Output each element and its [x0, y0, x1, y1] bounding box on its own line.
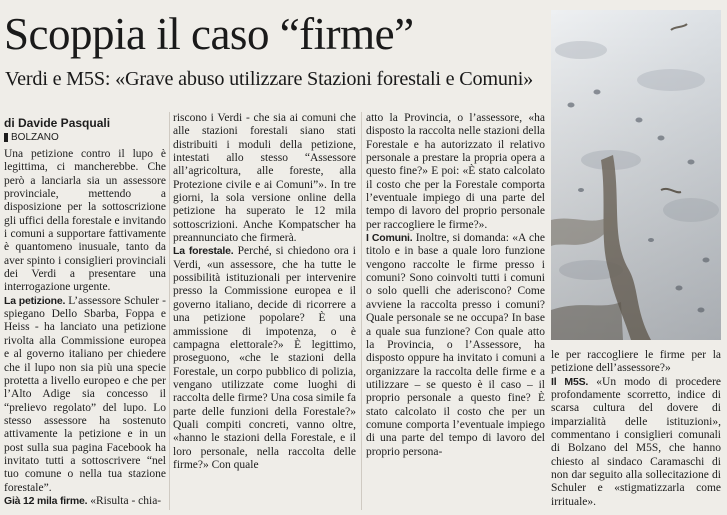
article-column-4	[551, 349, 721, 512]
headline: Scoppia il caso “firme”	[4, 9, 414, 59]
byline: di Davide Pasquali	[4, 116, 111, 130]
section-heading: Il M5S.	[551, 375, 589, 388]
subheadline: Verdi e M5S: «Grave abuso utilizzare Stazioni forestali e Comuni»	[5, 68, 534, 90]
paragraph: Una petizione contro il lupo è legittima, ci mancherebbe. Che però a lanciarla sia un assessore provinciale, mettendo a disposizione per la sottoscrizione gli uffici della forestale e invitando i comuni a supportare fattivamente è quantomeno inusuale, tanto da aver spinto i consiglieri provinciali dei Verdi a presentare una interrogazione urgente.	[4, 148, 166, 294]
paragraph	[4, 295, 166, 495]
paragraph	[173, 245, 356, 472]
paragraph: atto la Provincia, o l’assessore, «ha disposto la raccolta nelle stazioni della Forestale e ha autorizzato il relativo personale a prestare la propria opera a questo fine?» E poi: «È stato calcolato il costo che per la Forestale comporta l’eventuale impiego di una parte del tempo di lavoro del proprio personale per raccogliere le firme?».	[366, 112, 545, 231]
paragraph-text: Inoltre, si domanda: «A che titolo e in base a quale loro funzione vengono raccolte le firme presso i comuni? Sono coinvolti tutti i comuni o solo quelli che aderiscono? Come avviene la raccolta presso i comuni? Quale personale se ne occupa? In base a quale sua funzione? Con quale atto la Provincia, o l’Assessore, ha disposto oppure ha invitato i comuni a organizzare la raccolta delle firme e a utilizzare – se questo è il caso – il proprio personale a questo fine? È stato calcolato il costo che per un comune comporta l’eventuale impiego di una parte del tempo di lavoro del proprio persona-	[366, 232, 545, 458]
article-column-1	[4, 116, 166, 512]
section-heading: La petizione.	[4, 294, 66, 307]
location-label: BOLZANO	[11, 132, 59, 143]
paragraph-text: «Risulta - chia-	[87, 494, 162, 507]
snow-photo-graphic	[551, 10, 721, 340]
paragraph: riscono i Verdi - che sia ai comuni che alle stazioni forestali siano stati distribuiti i moduli della petizione, intestati allo stesso “Assessore all’agricoltura, alle foreste, alla Protezione civile e ai Comuni”». In tre giorni, la sola versione online della petizione ha superato le 12 mila sottoscrizioni. Anche Kompatscher ha preannunciato che firmerà.	[173, 112, 356, 245]
paragraph	[551, 376, 721, 509]
section-heading: La forestale.	[173, 245, 234, 258]
location-marker-icon	[4, 133, 8, 142]
animal-tracks-in-snow-photo	[551, 10, 721, 340]
paragraph: le per raccogliere le firme per la petizione dell’assessore?»	[551, 349, 721, 375]
section-heading: Già 12 mila firme.	[4, 494, 88, 507]
location-line	[4, 131, 166, 144]
column-divider	[169, 112, 170, 510]
paragraph	[366, 232, 545, 459]
article-column-2	[173, 112, 356, 512]
section-heading: I Comuni.	[366, 232, 413, 245]
column-divider	[361, 112, 362, 510]
paragraph-text: «Un modo di procedere profondamente scorretto, indice di scarsa cultura del dovere di imparzialità delle istituzioni», commentano i consiglieri comunali di Bolzano del M5S, che hanno chiesto al sindaco Caramaschi di non dar seguito alla sollecitazione di Schuler e «stigmatizzarla come irrituale».	[551, 375, 721, 508]
paragraph-text: L’assessore Schuler - spiegano Dello Sbarba, Foppa e Heiss - ha lanciato una petizione rivolta alla Commissione europea e al governo italiano per chiedere che il lupo non sia più una specie protetta a livello europeo e che per l’Alto Adige sia concesso il “prelievo regolato” del lupo. Lo stesso assessore ha sostenuto attivamente la petizione e in un post sulla sua pagina Facebook ha invitato tutti a sottoscrivere “nel tuo comune o nella tua stazione forestale”.	[4, 294, 166, 494]
article-column-3	[366, 112, 545, 512]
paragraph-text: Perché, si chiedono ora i Verdi, «un assessore, che ha tutte le possibilità istituzionali per intervenire presso la Commissione europea e il governo italiano, decide di ricorrere a una petizione popolare? È una ammissione di impotenza, o è campagna elettorale?» È legittimo, proseguono, «che le stazioni della Forestale, un corpo pubblico di polizia, vengano utilizzate come luoghi di raccolta delle firme? Una cosa simile fa parte delle funzioni della Forestale?» Quali compiti concreti, vanno oltre, «hanno le stazioni della Forestale, e il loro personale, nella raccolta delle firme?» Con quale	[173, 245, 356, 471]
paragraph	[4, 495, 166, 508]
